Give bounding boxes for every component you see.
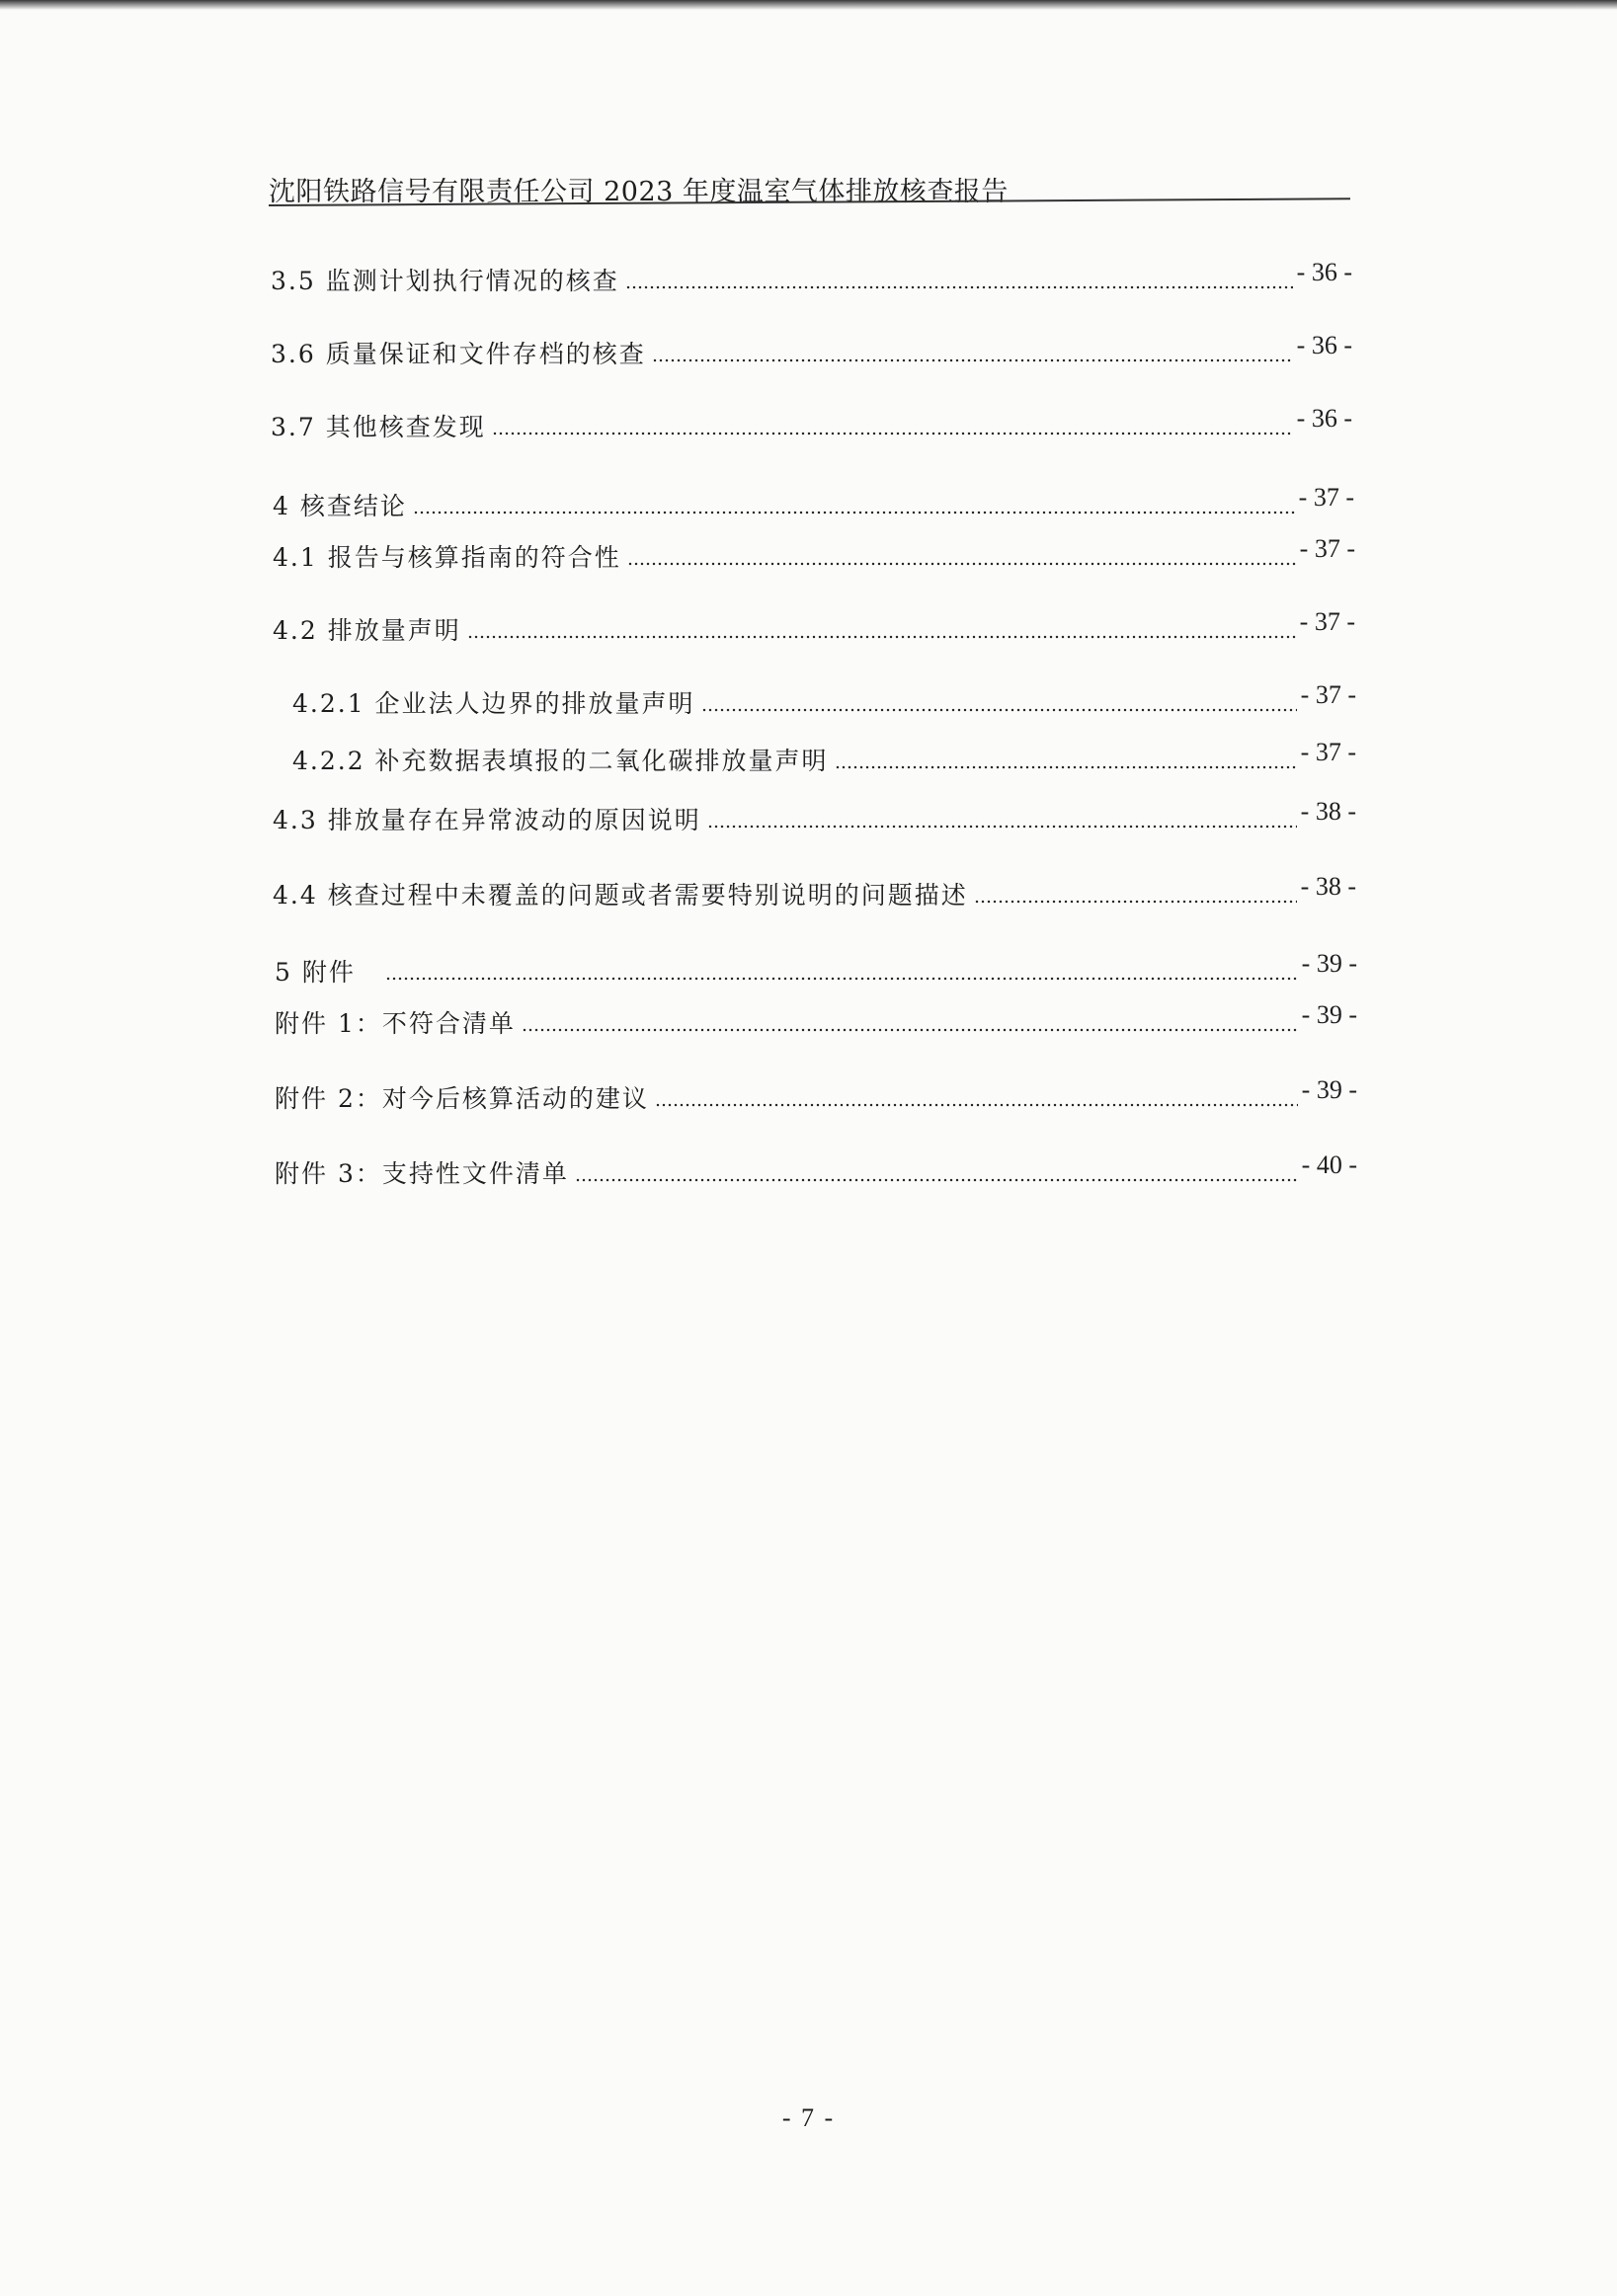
toc-entry-page: - 36 -	[1296, 258, 1352, 286]
toc-leader-dots	[575, 1178, 1298, 1182]
toc-leader-dots	[835, 765, 1297, 769]
toc-entry[interactable]	[275, 1075, 1357, 1114]
toc-entry[interactable]	[273, 534, 1355, 573]
toc-entry-page: - 37 -	[1298, 483, 1354, 512]
toc-entry-label: 4.2.1 企业法人边界的排放量声明	[292, 689, 695, 718]
page-number: - 7 -	[781, 2103, 836, 2132]
toc-entry-label: 4 核查结论	[273, 492, 407, 520]
toc-leader-dots	[655, 1103, 1298, 1107]
toc-entry[interactable]	[275, 1150, 1357, 1189]
toc-entry-label: 附件 1：不符合清单	[275, 1009, 516, 1038]
toc-leader-dots	[522, 1028, 1298, 1032]
toc-entry-label: 5 附件	[275, 958, 356, 987]
toc-entry-label: 附件 3：支持性文件清单	[275, 1159, 569, 1188]
toc-entry[interactable]	[273, 797, 1356, 835]
toc-leader-dots	[492, 432, 1293, 435]
toc-entry-label: 4.2.2 补充数据表填报的二氧化碳排放量声明	[292, 747, 829, 775]
toc-entry[interactable]	[273, 483, 1354, 521]
toc-entry-label: 3.6 质量保证和文件存档的核查	[271, 340, 646, 368]
toc-entry-label: 3.7 其他核查发现	[271, 413, 486, 441]
toc-entry-label: 3.5 监测计划执行情况的核查	[271, 267, 619, 295]
toc-entry-label: 4.1 报告与核算指南的符合性	[273, 543, 621, 572]
toc-leader-dots	[625, 285, 1293, 289]
toc-entry[interactable]	[271, 258, 1352, 296]
toc-leader-dots	[627, 562, 1296, 566]
toc-entry[interactable]	[292, 680, 1356, 719]
toc-leader-dots	[701, 708, 1297, 712]
toc-leader-dots	[413, 511, 1295, 515]
toc-entry[interactable]	[292, 738, 1356, 776]
toc-entry-page: - 40 -	[1301, 1150, 1357, 1179]
toc-entry-page: - 39 -	[1301, 949, 1357, 978]
page-header-title: 沈阳铁路信号有限责任公司 2023 年度温室气体排放核查报告	[269, 177, 1009, 207]
toc-entry-page: - 37 -	[1299, 534, 1355, 563]
toc-entry[interactable]	[273, 872, 1356, 910]
toc-entry[interactable]	[273, 607, 1355, 646]
toc-entry-page: - 37 -	[1300, 680, 1356, 709]
toc-entry-page: - 36 -	[1296, 331, 1352, 359]
toc-entry-page: - 36 -	[1296, 404, 1352, 433]
toc-leader-dots	[467, 635, 1296, 639]
toc-entry-page: - 38 -	[1300, 797, 1356, 826]
toc-entry-page: - 39 -	[1301, 1075, 1357, 1104]
toc-leader-dots	[707, 825, 1297, 829]
toc-entry[interactable]	[271, 331, 1352, 369]
toc-entry-label: 4.2 排放量声明	[273, 616, 461, 645]
toc-entry[interactable]	[271, 404, 1352, 442]
toc-leader-dots	[385, 977, 1298, 981]
toc-entry-page: - 39 -	[1301, 1000, 1357, 1029]
toc-entry-label: 4.4 核查过程中未覆盖的问题或者需要特别说明的问题描述	[273, 881, 968, 910]
toc-entry[interactable]	[275, 949, 1357, 988]
toc-entry-label: 4.3 排放量存在异常波动的原因说明	[273, 806, 701, 834]
toc-entry-page: - 38 -	[1300, 872, 1356, 901]
toc-leader-dots	[652, 358, 1293, 362]
toc-entry[interactable]	[275, 1000, 1357, 1039]
toc-entry-label: 附件 2：对今后核算活动的建议	[275, 1084, 649, 1113]
toc-entry-page: - 37 -	[1300, 738, 1356, 766]
toc-leader-dots	[974, 900, 1297, 904]
toc-entry-page: - 37 -	[1299, 607, 1355, 636]
